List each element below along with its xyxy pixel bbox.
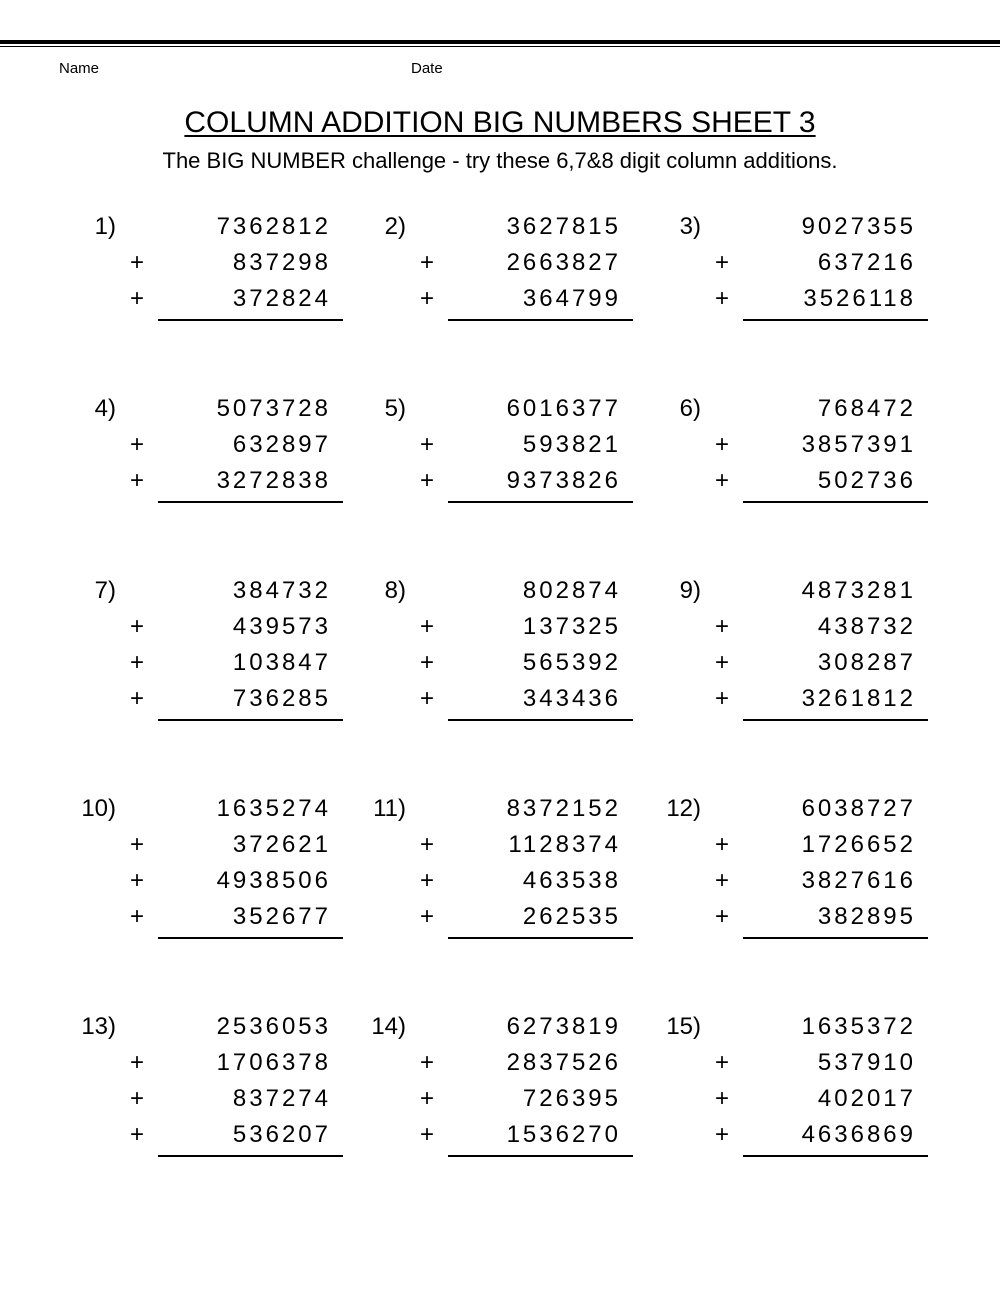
addend-row: [368, 613, 658, 649]
answer-line: [743, 501, 928, 503]
first-addend-row: [78, 395, 368, 431]
plus-sign: +: [130, 467, 145, 494]
plus-sign: +: [420, 1049, 435, 1076]
addend-row: [368, 831, 658, 867]
first-addend-row: [663, 1013, 953, 1049]
addend: 352677: [232, 903, 331, 930]
plus-sign: +: [715, 685, 730, 712]
plus-sign: +: [715, 649, 730, 676]
addend: 9373826: [506, 467, 621, 494]
problem-number: 3): [679, 213, 701, 240]
plus-sign: +: [420, 685, 435, 712]
answer-line: [743, 1155, 928, 1157]
addend: 6038727: [801, 795, 916, 822]
addend: 536207: [232, 1121, 331, 1148]
first-addend-row: [368, 577, 658, 613]
problem-number: 1): [94, 213, 116, 240]
addend: 308287: [817, 649, 916, 676]
addend: 463538: [522, 867, 621, 894]
problem-number: 5): [384, 395, 406, 422]
addend: 5073728: [216, 395, 331, 422]
problem-number: 11): [373, 795, 406, 822]
addend: 593821: [522, 431, 621, 458]
addend-row: [368, 1121, 658, 1157]
first-addend-row: [368, 795, 658, 831]
plus-sign: +: [420, 831, 435, 858]
addend-row: [78, 685, 368, 721]
first-addend-row: [663, 395, 953, 431]
addend-row: [368, 685, 658, 721]
plus-sign: +: [715, 285, 730, 312]
addend: 439573: [232, 613, 331, 640]
plus-sign: +: [130, 831, 145, 858]
plus-sign: +: [715, 831, 730, 858]
addend-row: [368, 1049, 658, 1085]
plus-sign: +: [130, 285, 145, 312]
problem-number: 10): [81, 795, 116, 822]
addend-row: [663, 685, 953, 721]
plus-sign: +: [420, 613, 435, 640]
answer-line: [743, 937, 928, 939]
date-label: Date: [411, 60, 443, 77]
answer-line: [448, 501, 633, 503]
addend-row: [78, 1085, 368, 1121]
addend: 262535: [522, 903, 621, 930]
first-addend-row: [368, 213, 658, 249]
addend: 802874: [522, 577, 621, 604]
addend: 4938506: [216, 867, 331, 894]
answer-line: [158, 1155, 343, 1157]
addend-row: [663, 831, 953, 867]
answer-line: [158, 319, 343, 321]
addend: 438732: [817, 613, 916, 640]
plus-sign: +: [130, 867, 145, 894]
top-rule-thin: [0, 46, 1000, 47]
addend-row: [663, 649, 953, 685]
problem-number: 15): [666, 1013, 701, 1040]
addend: 8372152: [506, 795, 621, 822]
addend-row: [368, 903, 658, 939]
addend-row: [78, 867, 368, 903]
addend-row: [368, 285, 658, 321]
answer-line: [448, 319, 633, 321]
plus-sign: +: [715, 867, 730, 894]
problem-number: 12): [666, 795, 701, 822]
answer-line: [158, 937, 343, 939]
worksheet-title: COLUMN ADDITION BIG NUMBERS SHEET 3: [184, 106, 816, 139]
addend: 3857391: [801, 431, 916, 458]
addend-row: [78, 1121, 368, 1157]
plus-sign: +: [130, 1121, 145, 1148]
plus-sign: +: [715, 467, 730, 494]
addend-row: [663, 613, 953, 649]
plus-sign: +: [130, 903, 145, 930]
addend: 4636869: [801, 1121, 916, 1148]
addend: 2536053: [216, 1013, 331, 1040]
answer-line: [743, 319, 928, 321]
plus-sign: +: [420, 431, 435, 458]
addend: 637216: [817, 249, 916, 276]
plus-sign: +: [130, 649, 145, 676]
problem-number: 14): [371, 1013, 406, 1040]
addend: 343436: [522, 685, 621, 712]
addend: 3272838: [216, 467, 331, 494]
plus-sign: +: [420, 249, 435, 276]
addend-row: [78, 649, 368, 685]
plus-sign: +: [715, 903, 730, 930]
addend: 726395: [522, 1085, 621, 1112]
addend: 2837526: [506, 1049, 621, 1076]
problem-number: 7): [94, 577, 116, 604]
addend-row: [368, 867, 658, 903]
addend-row: [663, 1085, 953, 1121]
addend: 565392: [522, 649, 621, 676]
addend-row: [663, 249, 953, 285]
plus-sign: +: [420, 903, 435, 930]
answer-line: [743, 719, 928, 721]
addend-row: [663, 867, 953, 903]
plus-sign: +: [420, 285, 435, 312]
addend-row: [663, 1049, 953, 1085]
addend: 1706378: [216, 1049, 331, 1076]
worksheet-subtitle: The BIG NUMBER challenge - try these 6,7&8 digit column additions.: [162, 148, 838, 173]
addend-row: [78, 285, 368, 321]
addend-row: [663, 285, 953, 321]
problem-number: 2): [384, 213, 406, 240]
addend: 537910: [817, 1049, 916, 1076]
addend: 768472: [817, 395, 916, 422]
addend: 502736: [817, 467, 916, 494]
addend: 382895: [817, 903, 916, 930]
plus-sign: +: [715, 613, 730, 640]
addend: 364799: [522, 285, 621, 312]
plus-sign: +: [420, 467, 435, 494]
problem-number: 8): [384, 577, 406, 604]
plus-sign: +: [130, 613, 145, 640]
answer-line: [448, 719, 633, 721]
plus-sign: +: [715, 1085, 730, 1112]
addend: 6016377: [506, 395, 621, 422]
addend: 372824: [232, 285, 331, 312]
addend: 3627815: [506, 213, 621, 240]
first-addend-row: [78, 795, 368, 831]
plus-sign: +: [420, 649, 435, 676]
addend: 736285: [232, 685, 331, 712]
addend-row: [368, 431, 658, 467]
addend-row: [368, 467, 658, 503]
problem-number: 4): [94, 395, 116, 422]
plus-sign: +: [715, 431, 730, 458]
first-addend-row: [78, 213, 368, 249]
addend-row: [78, 1049, 368, 1085]
plus-sign: +: [130, 431, 145, 458]
addend: 9027355: [801, 213, 916, 240]
top-rule: [0, 40, 1000, 44]
addend: 372621: [232, 831, 331, 858]
addend: 1635372: [801, 1013, 916, 1040]
addend: 384732: [232, 577, 331, 604]
addend-row: [78, 249, 368, 285]
name-label: Name: [59, 60, 100, 77]
addend-row: [78, 613, 368, 649]
plus-sign: +: [715, 249, 730, 276]
answer-line: [448, 937, 633, 939]
answer-line: [158, 501, 343, 503]
addend: 7362812: [216, 213, 331, 240]
plus-sign: +: [130, 1085, 145, 1112]
first-addend-row: [663, 577, 953, 613]
plus-sign: +: [715, 1049, 730, 1076]
problem-number: 6): [679, 395, 701, 422]
first-addend-row: [78, 1013, 368, 1049]
first-addend-row: [78, 577, 368, 613]
addend: 1536270: [506, 1121, 621, 1148]
addend: 3261812: [801, 685, 916, 712]
addend: 1635274: [216, 795, 331, 822]
addend-row: [663, 903, 953, 939]
addend-row: [368, 649, 658, 685]
plus-sign: +: [420, 1121, 435, 1148]
addend-row: [78, 831, 368, 867]
addend: 103847: [232, 649, 331, 676]
plus-sign: +: [130, 685, 145, 712]
addend: 837298: [232, 249, 331, 276]
first-addend-row: [663, 213, 953, 249]
addend-row: [368, 1085, 658, 1121]
answer-line: [448, 1155, 633, 1157]
first-addend-row: [368, 1013, 658, 1049]
addend: 632897: [232, 431, 331, 458]
problem-number: 9): [679, 577, 701, 604]
addend: 1726652: [801, 831, 916, 858]
addend-row: [368, 249, 658, 285]
addend: 4873281: [801, 577, 916, 604]
problem-number: 13): [81, 1013, 116, 1040]
addend: 402017: [817, 1085, 916, 1112]
addend-row: [78, 467, 368, 503]
addend-row: [663, 467, 953, 503]
plus-sign: +: [130, 249, 145, 276]
addend-row: [663, 1121, 953, 1157]
addend: 1128374: [508, 831, 621, 858]
first-addend-row: [368, 395, 658, 431]
answer-line: [158, 719, 343, 721]
addend: 2663827: [506, 249, 621, 276]
addend: 837274: [232, 1085, 331, 1112]
addend: 3827616: [801, 867, 916, 894]
plus-sign: +: [420, 867, 435, 894]
addend: 6273819: [506, 1013, 621, 1040]
plus-sign: +: [420, 1085, 435, 1112]
plus-sign: +: [715, 1121, 730, 1148]
addend-row: [78, 431, 368, 467]
plus-sign: +: [130, 1049, 145, 1076]
addend-row: [78, 903, 368, 939]
addend-row: [663, 431, 953, 467]
addend: 3526118: [803, 285, 916, 312]
addend: 137325: [522, 613, 621, 640]
first-addend-row: [663, 795, 953, 831]
